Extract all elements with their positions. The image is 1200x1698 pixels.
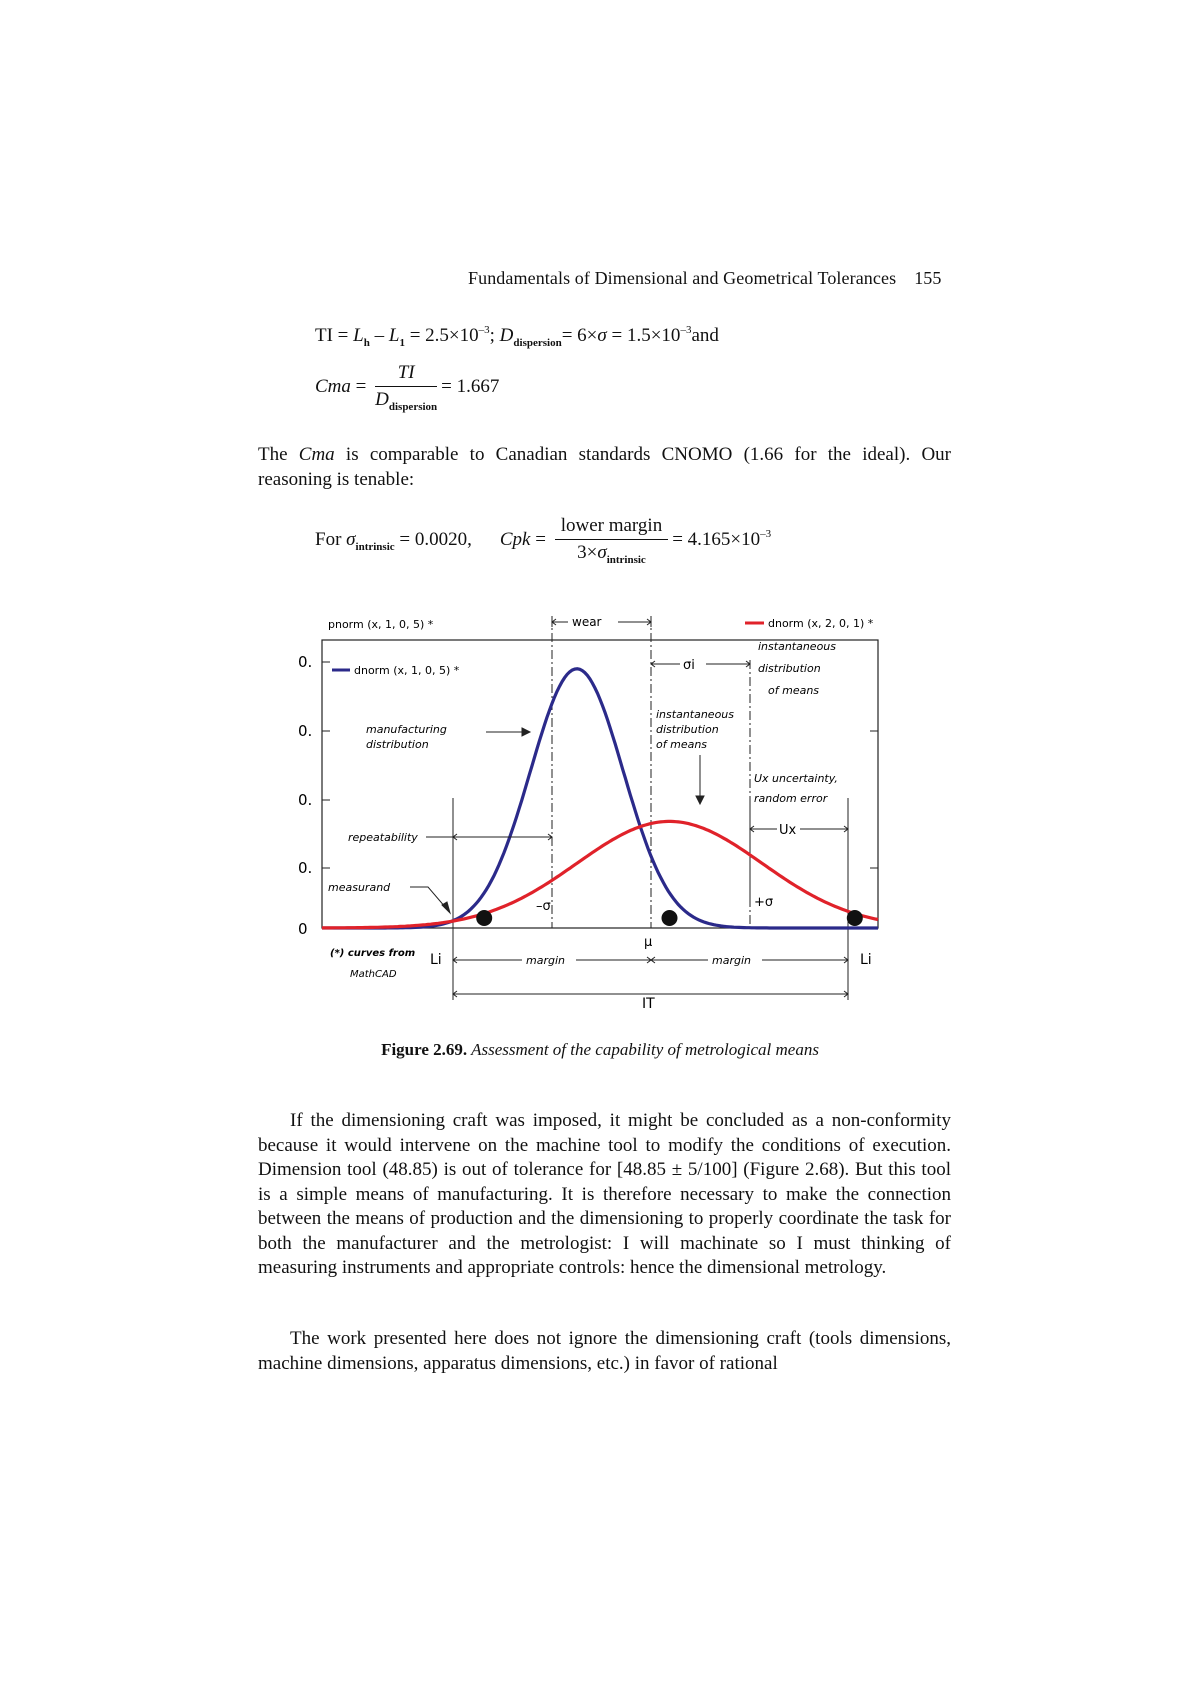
eq-text: = 6× xyxy=(561,325,598,346)
eq-sub: dispersion xyxy=(513,337,562,349)
curves-from-1: (*) curves from xyxy=(330,948,416,959)
margin-right-label: margin xyxy=(712,954,751,967)
repeatability-label: repeatability xyxy=(348,831,418,844)
eq-text: = 4.165×10 xyxy=(672,528,761,550)
eq-text: TI = xyxy=(315,325,354,346)
running-title: Fundamentals of Dimensional and Geometrical Tolerances xyxy=(468,268,897,288)
page-number: 155 xyxy=(914,268,942,288)
eq-var: Cma xyxy=(315,375,351,397)
manufacturing-label-1: manufacturing xyxy=(366,723,447,736)
inst-dist-top-3: of means xyxy=(768,684,820,697)
mu-label: μ xyxy=(644,935,653,950)
means-arrow xyxy=(696,755,704,804)
eq-sup: –3 xyxy=(478,324,490,336)
wear-label: wear xyxy=(572,615,602,629)
eq-sub: intrinsic xyxy=(606,554,646,566)
para-text: is comparable to Canadian standards CNOMO (1.66 for the ideal). Our reasoning is tenable: xyxy=(258,444,951,490)
inst-dist-mid-2: distribution xyxy=(656,723,719,736)
manufacturing-arrow xyxy=(486,728,530,736)
eq-var: σ xyxy=(597,325,607,346)
it-label: IT xyxy=(642,996,655,1012)
para-text: The xyxy=(258,444,299,465)
eq-var: Cpk xyxy=(499,528,531,550)
y-tick-label: 0. xyxy=(298,653,313,671)
eq-var: D xyxy=(375,389,389,410)
paragraph-cma xyxy=(258,443,951,492)
plus-sigma-label: +σ xyxy=(754,895,774,910)
minus-sigma-label: –σ xyxy=(536,899,551,914)
marker-point xyxy=(847,910,863,926)
eq-text: = 0.0020, xyxy=(394,528,472,550)
measurand-label: measurand xyxy=(328,881,391,894)
paragraph-dimensioning: If the dimensioning craft was imposed, it might be concluded as a non-conformity because it would intervene on the machine tool to modify the conditions of execution. Dimension tool (48.85) is out of tolerance for [48.85 ± 5/100] (Figure 2.68). But this tool is a simple means of manufacturing. It is therefore necessary to make the connection between the means of production and the dimensioning to properly coordinate the task for both the manufacturer and the metrologist: I will machinate so I must thinking of measuring instruments and appropriate controls: hence the dimensional metrology. xyxy=(258,1110,951,1278)
legend-label-red: dnorm (x, 2, 0, 1) * xyxy=(768,617,874,630)
ux-uncertainty-2: random error xyxy=(754,792,828,805)
frac-denominator xyxy=(375,387,437,413)
eq-sup: –3 xyxy=(680,324,692,336)
frac-numerator: lower margin xyxy=(555,515,669,540)
eq-text: = xyxy=(530,528,551,550)
eq-sub: h xyxy=(363,337,370,349)
cma-fraction xyxy=(375,362,437,413)
reference-lines xyxy=(552,616,750,928)
eq-var: σ xyxy=(346,528,356,550)
sigma-i-dimension xyxy=(651,661,750,667)
eq-text: = 1.667 xyxy=(441,375,500,397)
ux-uncertainty-1: Ux uncertainty, xyxy=(754,772,838,785)
inst-dist-top-1: instantaneous xyxy=(758,640,837,653)
capability-figure xyxy=(290,600,930,1020)
caption-label: Figure 2.69. xyxy=(381,1040,468,1059)
y-tick-label: 0 xyxy=(298,920,308,938)
eq-var: D xyxy=(499,325,514,346)
cpk-fraction xyxy=(555,515,669,566)
y-tick-label: 0. xyxy=(298,791,313,809)
legend-label-blue: dnorm (x, 1, 0, 5) * xyxy=(354,664,460,677)
equation-cma xyxy=(315,362,499,413)
wear-dimension xyxy=(552,617,651,627)
eq-text: and xyxy=(691,325,719,346)
marker-point xyxy=(476,910,492,926)
ux-label: Ux xyxy=(779,823,797,838)
running-head xyxy=(468,268,942,289)
para-italic: Cma xyxy=(298,444,335,465)
sigma-i-label: σi xyxy=(683,658,695,673)
eq-text: 3× xyxy=(577,542,598,563)
pnorm-label: pnorm (x, 1, 0, 5) * xyxy=(328,618,434,631)
eq-sub: 1 xyxy=(399,337,405,349)
eq-text: = 2.5×10 xyxy=(404,325,479,346)
marker-point xyxy=(662,910,678,926)
eq-text: ; xyxy=(489,325,500,346)
margin-dimensions xyxy=(453,957,848,997)
eq-sup: –3 xyxy=(760,527,772,540)
eq-text: = xyxy=(350,375,372,397)
frac-denominator xyxy=(555,540,669,566)
eq-var: L xyxy=(388,325,400,346)
li-right-label: Li xyxy=(860,952,872,968)
frac-numerator: TI xyxy=(375,362,437,387)
equation-ti xyxy=(315,324,719,349)
margin-left-label: margin xyxy=(526,954,565,967)
eq-sub: intrinsic xyxy=(355,540,395,553)
equation-cpk xyxy=(315,515,771,566)
manufacturing-label-2: distribution xyxy=(366,738,429,751)
measurand-arrow xyxy=(410,887,450,913)
markers xyxy=(476,910,863,926)
ux-dimension xyxy=(750,826,848,832)
eq-text: – xyxy=(369,325,389,346)
eq-text: For xyxy=(315,528,347,550)
y-tick-label: 0. xyxy=(298,859,313,877)
paragraph-work-presented: The work presented here does not ignore the dimensioning craft (tools dimensions, machine dimensions, apparatus dimensions, etc.) in favor of rational xyxy=(258,1328,951,1374)
repeatability-dimension xyxy=(426,834,552,840)
inst-dist-mid-1: instantaneous xyxy=(656,708,735,721)
figure-caption xyxy=(0,1040,1200,1060)
curves-from-2: MathCAD xyxy=(350,969,397,980)
caption-text: Assessment of the capability of metrological means xyxy=(467,1040,819,1059)
eq-sub: dispersion xyxy=(388,401,438,413)
eq-text: = 1.5×10 xyxy=(606,325,681,346)
eq-var: σ xyxy=(597,542,607,563)
inst-dist-mid-3: of means xyxy=(656,738,708,751)
eq-var: L xyxy=(353,325,364,346)
y-tick-label: 0. xyxy=(298,722,313,740)
li-left-label: Li xyxy=(430,952,442,968)
inst-dist-top-2: distribution xyxy=(758,662,821,675)
